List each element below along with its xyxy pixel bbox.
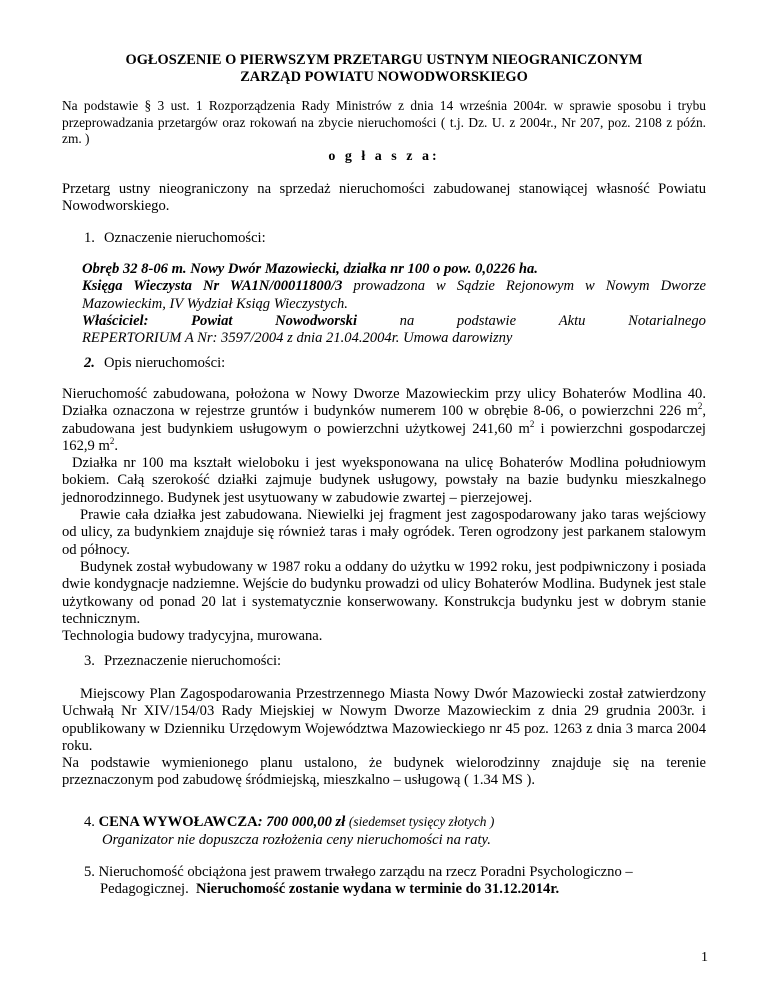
section-3-title: Przeznaczenie nieruchomości: — [104, 653, 282, 669]
section-2-heading — [84, 355, 225, 372]
zoning-paragraph-2: Na podstawie wymienionego planu ustalono, że budynek wielorodzinny znajduje się na terenie przeznaczonym pod zabudowę śródmiejską, mieszkalno – usługową ( 1.34 MS ). — [62, 755, 706, 789]
owner-word-6: Notarialnego — [628, 312, 706, 329]
owner-word-3: na — [399, 312, 415, 329]
management-right-text-2: Pedagogicznej. — [100, 881, 189, 897]
announces-heading: o g ł a s z a: — [328, 149, 440, 164]
page-number: 1 — [701, 950, 708, 965]
legal-basis-paragraph: Na podstawie § 3 ust. 1 Rozporządzenia Rady Ministrów z dnia 14 września 2004r. w sprawie sposobu i trybu przeprowadzania przetargów oraz rokowań na zbycie nieruchomości ( t.j. Dz. U. z 2004r., Nr 207, poz. 2108 z późn. zm. ) — [62, 98, 706, 146]
title-line-1: OGŁOSZENIE O PIERWSZYM PRZETARGU USTNYM NIEOGRANICZONYM — [125, 52, 643, 68]
plot-line: Obręb 32 8-06 m. Nowy Dwór Mazowiecki, działka nr 100 o pow. 0,0226 ha. — [82, 261, 538, 277]
description-paragraph-3: Prawie cała działka jest zabudowana. Niewielki jej fragment jest zagospodarowany jako taras wejściowy od ulicy, za budynkiem znajduje się również taras i mały ogródek. Teren ogrodzony jest parkanem stalowym od północy. — [62, 507, 706, 558]
section-2-title: Opis nieruchomości: — [104, 355, 226, 371]
description-paragraph-5: Technologia budowy tradycyjna, murowana. — [62, 628, 323, 645]
section-4-price — [84, 814, 494, 831]
zoning-paragraph-1: Miejscowy Plan Zagospodarowania Przestrzennego Miasta Nowy Dwór Mazowiecki został zatwierdzony Uchwałą Nr XIV/154/03 Rady Miejskiej w Nowym Dworze Mazowieckim z dnia 29 grudnia 2003r. i opublikowany w Dzienniku Urzędowym Województwa Mazowieckiego nr 45 poz. 1263 z dnia 3 marca 2004 roku. — [62, 686, 706, 754]
owner-label: Właściciel: — [82, 312, 149, 329]
section-5 — [84, 864, 706, 898]
owner-line — [82, 313, 706, 330]
description-paragraph-2: Działka nr 100 ma kształt wieloboku i jest wyeksponowana na ulicę Bohaterów Modlina południowym bokiem. Całą szerokość działki zajmuje budynek usługowy, powstały na bazie budynku mieszkalnego jednorodzinnego. Budynek jest usytuowany w zabudowie zwartej – pierzejowej. — [62, 455, 706, 506]
description-text — [62, 386, 706, 645]
owner-word-1: Powiat — [191, 312, 233, 329]
land-register-court: prowadzona w Sądzie Rejonowym w Nowym Dworze — [353, 278, 707, 295]
title-line-2: ZARZĄD POWIATU NOWODWORSKIEGO — [240, 69, 528, 85]
price-in-words: (siedemset tysięcy złotych ) — [348, 814, 495, 829]
price-value: : 700 000,00 zł — [257, 814, 346, 830]
document-title — [62, 52, 706, 86]
description-paragraph-1: Nieruchomość zabudowana, położona w Nowy Dworze Mazowieckim przy ulicy Bohaterów Modlina 40. Działka oznaczona w rejestrze gruntów i budynków numerem 100 w obrębie 8-06, o powierzchni 226 $m^2$, zabudowana jest budynkiem usługowym o powierzchni użytkowej 241,60 $m^2$ i powierzchni gospodarczej 162,9 $m^2$. — [62, 386, 706, 454]
section-5-line-2 — [84, 881, 706, 898]
section-1-number: 1. — [84, 230, 95, 246]
price-label: CENA WYWOŁAWCZA — [98, 814, 258, 830]
section-4-number: 4. — [84, 814, 95, 830]
handover-deadline: Nieruchomość zostanie wydana w terminie do 31.12.2014r. — [196, 881, 560, 897]
lead-paragraph: Przetarg ustny nieograniczony na sprzedaż nieruchomości zabudowanej stanowiącej własność Powiatu Nowodworskiego. — [62, 181, 706, 215]
installments-note: Organizator nie dopuszcza rozłożenia ceny nieruchomości na raty. — [102, 832, 491, 848]
notarial-deed-line: REPERTORIUM A Nr: 3597/2004 z dnia 21.04.2004r. Umowa darowizny — [82, 330, 513, 347]
section-5-line-1 — [84, 864, 706, 881]
owner-word-5: Aktu — [558, 312, 586, 329]
land-register-department: Mazowieckim, IV Wydział Ksiąg Wieczystych. — [82, 295, 348, 312]
section-1-title: Oznaczenie nieruchomości: — [104, 230, 266, 246]
section-2-number: 2. — [84, 355, 95, 371]
section-3-heading — [84, 653, 281, 670]
owner-word-4: podstawie — [456, 312, 517, 329]
section-1-heading — [84, 230, 266, 247]
land-register-number: Księga Wieczysta Nr WA1N/00011800/3 — [82, 278, 343, 295]
owner-word-2: Nowodworski — [275, 312, 358, 329]
zoning-text — [62, 686, 706, 790]
section-5-number: 5. — [84, 864, 95, 880]
management-right-text: Nieruchomość obciążona jest prawem trwałego zarządu na rzecz Poradni Psychologiczno – — [98, 864, 633, 880]
property-designation — [82, 261, 706, 347]
description-paragraph-4: Budynek został wybudowany w 1987 roku a oddany do użytku w 1992 roku, jest podpiwniczony i posiada dwie kondygnacje nadziemne. Wejście do budynku prowadzi od ulicy Bohaterów Modlina. Budynek jest stale użytkowany od ponad 20 lat i systematycznie konserwowany. Konstrukcja budynku jest w dobrym stanie technicznym. — [62, 558, 706, 627]
section-3-number: 3. — [84, 653, 95, 669]
land-register-line — [82, 278, 706, 295]
